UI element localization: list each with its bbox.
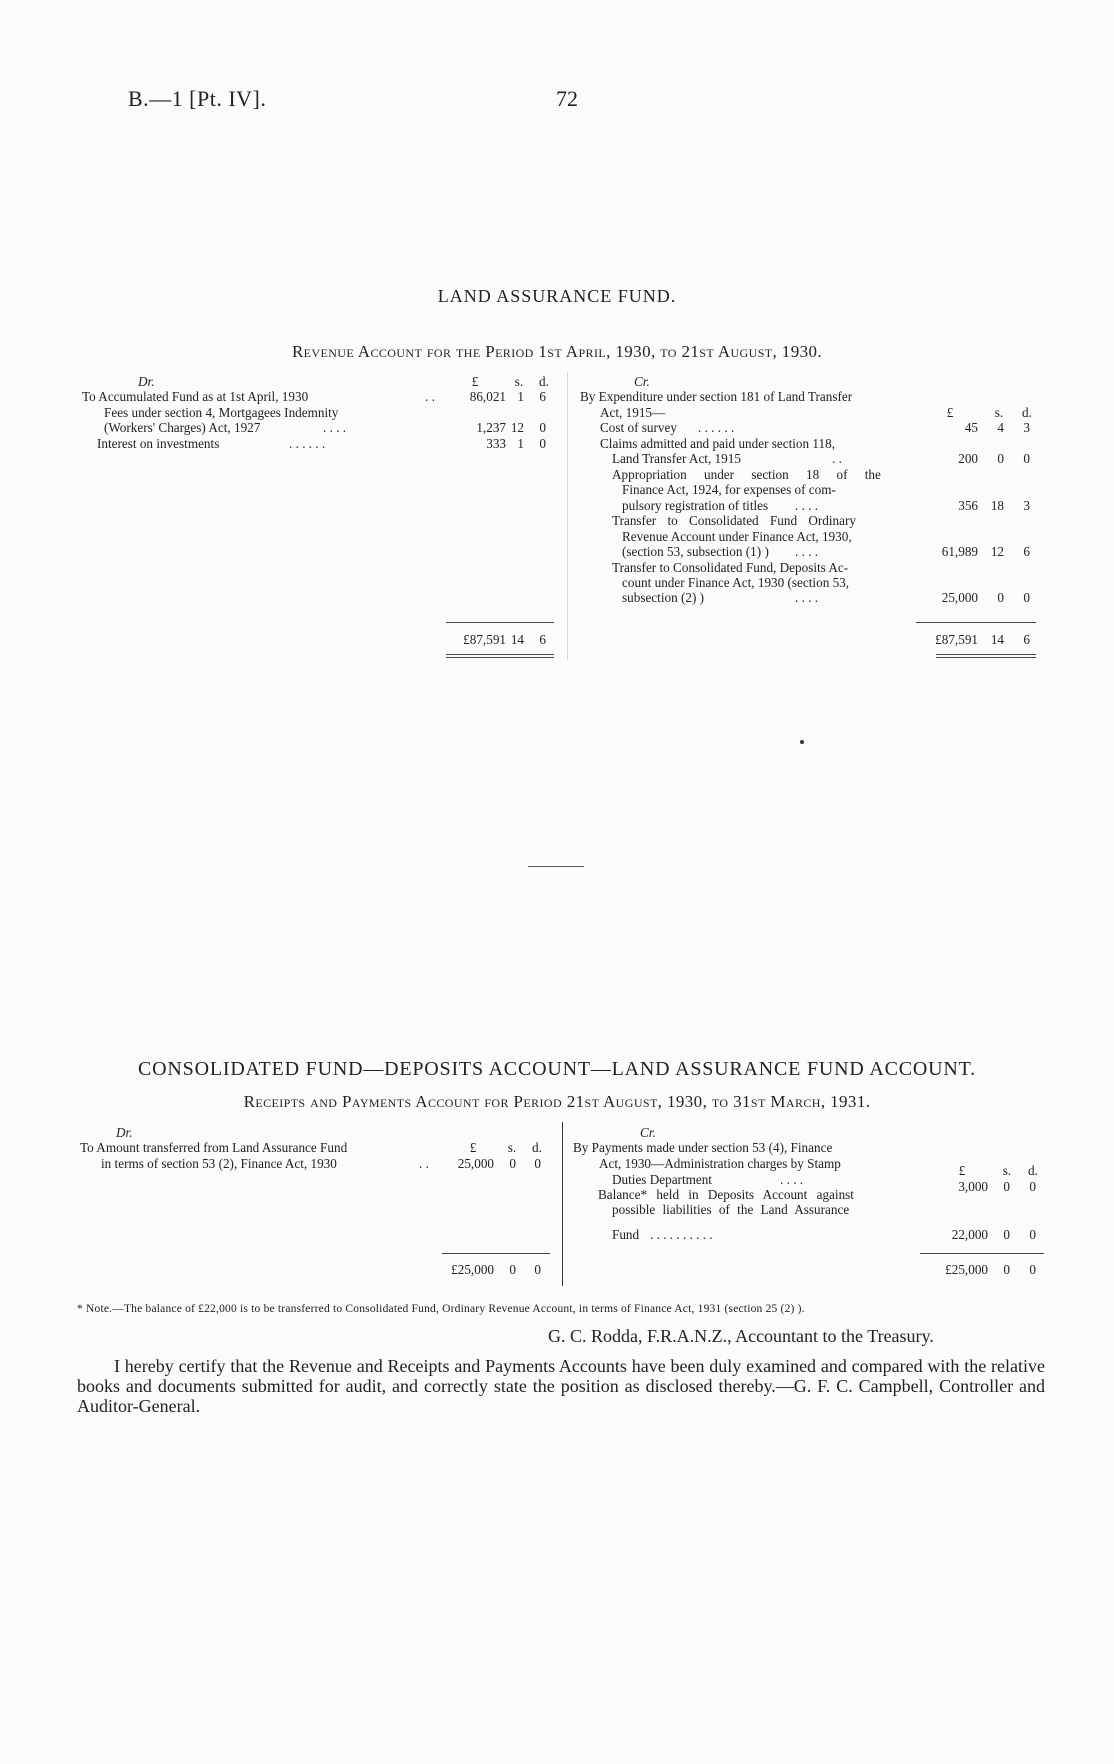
cr-amount-pounds: 3,000	[958, 1179, 988, 1194]
cr-line: Duties Department	[612, 1172, 712, 1187]
dr-line: To Accumulated Fund as at 1st April, 1930	[82, 389, 309, 404]
cr-line: Appropriation under section 18 of the	[612, 467, 881, 482]
cr-line: Claims admitted and paid under section 118,	[600, 436, 836, 451]
cr-amount-shillings: 4	[997, 420, 1004, 435]
cr-line: Fund	[612, 1227, 640, 1242]
consolidated-fund-subtitle: Receipts and Payments Account for Period 21st August, 1930, to 31st March, 1931.	[243, 1092, 871, 1111]
stray-dot	[800, 740, 804, 744]
dr-col-pence: d.	[539, 374, 549, 389]
cr-amount-pence: 0	[1023, 451, 1030, 466]
cr-amount-pence: 3	[1023, 420, 1030, 435]
cr-amount-pounds: 25,000	[941, 590, 978, 605]
section-separator	[528, 866, 584, 867]
cr-col-shillings: s.	[994, 405, 1004, 420]
leader-dots: . .	[419, 1156, 429, 1171]
dr-col-shillings: s.	[507, 1140, 517, 1155]
dr-line: in terms of section 53 (2), Finance Act, 1930	[101, 1156, 337, 1171]
cr-amount-shillings: 18	[990, 498, 1004, 513]
cr-line: count under Finance Act, 1930 (section 53,	[622, 575, 850, 590]
dr-total-pence: 0	[534, 1262, 541, 1277]
dr-amount-pounds: 86,021	[469, 389, 506, 404]
cr-total-pence: 0	[1029, 1262, 1036, 1277]
cr-line: Land Transfer Act, 1915	[612, 451, 741, 466]
cr-label: Cr.	[640, 1125, 656, 1140]
dr-total-rule	[446, 622, 554, 623]
cr-col-shillings: s.	[1002, 1163, 1012, 1178]
cr-line: By Expenditure under section 181 of Land Transfer	[580, 389, 853, 404]
cr-line: Balance* held in Deposits Account against	[598, 1187, 854, 1202]
dr-double-rule	[446, 654, 554, 655]
dr-col-pounds: £	[471, 374, 479, 389]
cr-amount-pence: 0	[1029, 1179, 1036, 1194]
dr-label: Dr.	[116, 1125, 133, 1140]
leader-dots: . . . . . .	[698, 420, 735, 435]
cr-line: Act, 1930—Administration charges by Stamp	[599, 1156, 841, 1171]
dr-amount-pence: 6	[539, 389, 546, 404]
cr-amount-shillings: 12	[990, 544, 1004, 559]
cr-total-pounds: £25,000	[945, 1262, 988, 1277]
dr-total-pence: 6	[539, 632, 546, 647]
dr-amount-pence: 0	[539, 420, 546, 435]
leader-dots: . . . .	[323, 420, 347, 435]
cr-total-pence: 6	[1023, 632, 1030, 647]
consolidated-fund-title: CONSOLIDATED FUND—DEPOSITS ACCOUNT—LAND ASSURANCE FUND ACCOUNT.	[138, 1058, 976, 1080]
dr-line: Fees under section 4, Mortgagees Indemnity	[104, 405, 339, 420]
land-fund-subtitle: Revenue Account for the Period 1st April, 1930, to 21st August, 1930.	[291, 342, 823, 361]
dr-total-rule	[442, 1253, 550, 1254]
cr-line: Transfer to Consolidated Fund Ordinary	[612, 513, 856, 528]
cr-line: pulsory registration of titles	[622, 498, 769, 513]
dr-amount-shillings: 1	[517, 436, 524, 451]
cr-line: Finance Act, 1924, for expenses of com-	[622, 482, 836, 497]
leader-dots: . . . .	[795, 590, 819, 605]
cr-amount-shillings: 0	[1003, 1179, 1010, 1194]
leader-dots: . .	[425, 389, 435, 404]
column-divider	[567, 372, 568, 660]
cr-line: subsection (2) )	[622, 590, 705, 605]
cr-total-rule	[920, 1253, 1044, 1254]
dr-double-rule	[446, 657, 554, 658]
cr-total-pounds: £87,591	[935, 632, 978, 647]
cr-double-rule	[936, 654, 1036, 655]
dr-total-shillings: 0	[509, 1262, 516, 1277]
leader-dots: . . . .	[780, 1172, 804, 1187]
cr-total-shillings: 0	[1003, 1262, 1010, 1277]
cr-amount-pence: 0	[1023, 590, 1030, 605]
audit-certificate: I hereby certify that the Revenue and Receipts and Payments Accounts have been duly examined and compared with the relative books and documents submitted for audit, and correctly state the position as disclosed thereby.—G. F. C. Campbell, Controller and Auditor-General.	[77, 1356, 1045, 1416]
dr-total-shillings: 14	[510, 632, 524, 647]
dr-amount-shillings: 0	[509, 1156, 516, 1171]
leader-dots: . . . . . .	[289, 436, 326, 451]
dr-line: To Amount transferred from Land Assurance Fund	[80, 1140, 348, 1155]
column-divider	[562, 1122, 563, 1286]
leader-dots: . .	[832, 451, 842, 466]
dr-line: (Workers' Charges) Act, 1927	[104, 420, 261, 435]
cr-total-shillings: 14	[990, 632, 1004, 647]
cr-amount-shillings: 0	[997, 451, 1004, 466]
cr-line: (section 53, subsection (1) )	[622, 544, 769, 559]
dr-amount-pence: 0	[539, 436, 546, 451]
dr-total-pounds: £87,591	[463, 632, 506, 647]
cr-col-pounds: £	[946, 405, 954, 420]
cr-double-rule	[936, 657, 1036, 658]
cr-amount-pence: 3	[1023, 498, 1030, 513]
page-number: 72	[556, 86, 578, 111]
leader-dots: . . . .	[795, 498, 819, 513]
cr-amount-pounds: 22,000	[951, 1227, 988, 1242]
cr-amount-shillings: 0	[1003, 1227, 1010, 1242]
dr-amount-pence: 0	[534, 1156, 541, 1171]
cr-col-pounds: £	[958, 1163, 966, 1178]
cr-label: Cr.	[634, 374, 650, 389]
land-fund-title: LAND ASSURANCE FUND.	[437, 286, 677, 306]
dr-col-pence: d.	[532, 1140, 542, 1155]
dr-total-pounds: £25,000	[451, 1262, 494, 1277]
cr-line: Cost of survey	[600, 420, 677, 435]
cr-amount-pence: 6	[1023, 544, 1030, 559]
cr-line: By Payments made under section 53 (4), Finance	[573, 1140, 833, 1155]
dr-amount-shillings: 12	[510, 420, 524, 435]
cr-amount-pounds: 200	[958, 451, 978, 466]
cr-col-pence: d.	[1028, 1163, 1038, 1178]
cr-col-pence: d.	[1022, 405, 1032, 420]
cr-line: Act, 1915—	[600, 405, 666, 420]
accountant-signature: G. C. Rodda, F.R.A.N.Z., Accountant to the Treasury.	[548, 1326, 934, 1346]
document-reference: B.—1 [Pt. IV].	[128, 86, 267, 111]
cr-amount-pounds: 356	[958, 498, 978, 513]
cr-amount-pence: 0	[1029, 1227, 1036, 1242]
cr-amount-pounds: 45	[964, 420, 978, 435]
dr-amount-pounds: 1,237	[476, 420, 506, 435]
dr-col-shillings: s.	[514, 374, 524, 389]
dr-col-pounds: £	[469, 1140, 477, 1155]
cr-line: Revenue Account under Finance Act, 1930,	[622, 529, 852, 544]
dr-label: Dr.	[138, 374, 155, 389]
dr-amount-shillings: 1	[517, 389, 524, 404]
cr-line: possible liabilities of the Land Assurance	[612, 1202, 850, 1217]
cr-amount-pounds: 61,989	[941, 544, 978, 559]
leader-dots: . . . .	[795, 544, 819, 559]
dr-amount-pounds: 25,000	[457, 1156, 494, 1171]
leader-dots: . . . . . . . . . .	[650, 1227, 713, 1242]
cr-amount-shillings: 0	[997, 590, 1004, 605]
dr-amount-pounds: 333	[486, 436, 506, 451]
cr-total-rule	[916, 622, 1036, 623]
cr-line: Transfer to Consolidated Fund, Deposits Ac-	[612, 560, 849, 575]
dr-line: Interest on investments	[97, 436, 220, 451]
footnote: * Note.—The balance of £22,000 is to be transferred to Consolidated Fund, Ordinary Revenue Account, in terms of Finance Act, 1931 (section 25 (2) ).	[77, 1303, 805, 1315]
